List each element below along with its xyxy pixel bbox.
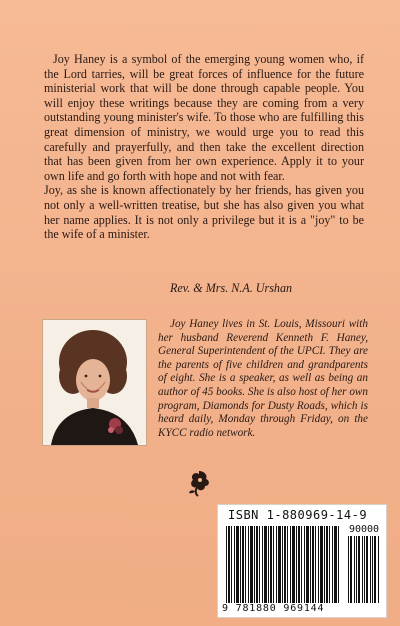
- author-bio: Joy Haney lives in St. Louis, Missouri with her husband Reverend Kenneth F. Haney, General Superintendent of the UPCI. They are the parents of five children and grandparents of eight. She is a speaker, as well as being an author of 45 books. She is also host of her own program, Diamonds for Dusty Roads, which is heard daily, Monday through Friday, on the KYCC radio network.: [158, 318, 368, 439]
- price-code-bars: [348, 536, 380, 603]
- floral-emblem-icon: [184, 467, 214, 497]
- author-photo: [43, 320, 146, 445]
- endorsement-paragraph-2: Joy, as she is known affectionately by her friends, has given you not only a well-written treatise, but she has also given you what her name applies. It is not only a privilege but it is a "joy" to be the wife of a minister.: [44, 183, 364, 242]
- floral-emblem: [184, 467, 214, 497]
- isbn-number: ISBN 1-880969-14-9: [228, 508, 368, 522]
- author-portrait-icon: [43, 320, 146, 445]
- barcode: [218, 505, 386, 617]
- endorsement-paragraph-1: Joy Haney is a symbol of the emerging young women who, if the Lord tarries, will be great forces of influence for the future ministerial work that will be done through capable people. You will enjoy these writings because they are coming from a very outstanding young minister's wife. To those who are fulfilling this great dimension of ministry, we would urge you to read this carefully and prayerfully, and then take the excellent direction that has been given from her own experience. Apply it to your own life and go forth with hope and not with fear.: [44, 52, 364, 183]
- barcode-digits: 9 781880 969144: [222, 603, 325, 614]
- price-code: 90000: [348, 524, 380, 535]
- barcode-bars: [226, 526, 340, 603]
- endorsement-text: [44, 52, 364, 242]
- endorsement-signature: Rev. & Mrs. N.A. Urshan: [170, 281, 293, 295]
